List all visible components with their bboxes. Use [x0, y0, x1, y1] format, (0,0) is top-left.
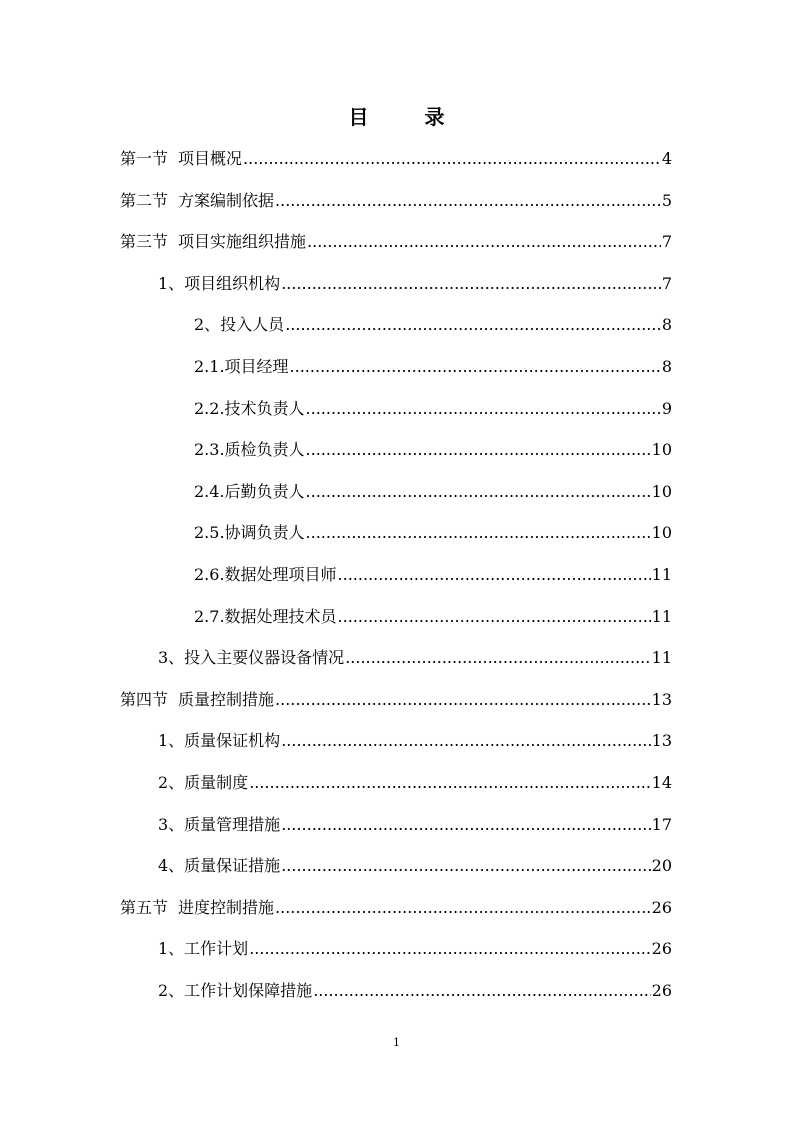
toc-entry-label: [120, 189, 274, 213]
toc-dot-leader: [306, 397, 661, 421]
toc-entry-label: [158, 937, 248, 961]
toc-entry-page-number: 4: [661, 149, 672, 168]
toc-entry[interactable]: [194, 521, 672, 545]
toc-entry-text: 2.1.项目经理: [194, 357, 289, 376]
toc-entry-label: [194, 397, 305, 421]
toc-entry-page-number: 17: [651, 815, 672, 834]
toc-entry-label: [158, 646, 344, 670]
toc-entry[interactable]: [120, 896, 672, 920]
toc-entry-page-number: 26: [651, 939, 672, 958]
toc-entry-text: 2.5.协调负责人: [194, 523, 305, 542]
toc-entry-page-number: 26: [651, 981, 672, 1000]
toc-entry-label: [158, 979, 312, 1003]
toc-dot-leader: [243, 147, 661, 171]
toc-dot-leader: [345, 646, 650, 670]
toc-entry-text: 项目实施组织措施: [178, 232, 307, 251]
toc-entry-page-number: 10: [651, 440, 672, 459]
toc-dot-leader: [313, 979, 650, 1003]
toc-entry-label: [120, 147, 242, 171]
toc-dot-leader: [249, 937, 650, 961]
toc-entry-text: 3、质量管理措施: [158, 815, 281, 834]
toc-entry-page-number: 9: [661, 399, 672, 418]
toc-entry[interactable]: [158, 854, 672, 878]
toc-entry-page-number: 13: [651, 690, 672, 709]
toc-entry-label: [120, 688, 274, 712]
toc-dot-leader: [338, 563, 651, 587]
toc-entry[interactable]: [158, 771, 672, 795]
toc-dot-leader: [281, 272, 661, 296]
toc-entry-text: 2、质量制度: [158, 773, 249, 792]
toc-entry-section-number: 第一节: [120, 149, 169, 168]
toc-entry-label: [158, 729, 280, 753]
page-number: 1: [393, 1036, 400, 1049]
toc-entry-page-number: 10: [651, 482, 672, 501]
toc-entry-page-number: 7: [661, 232, 672, 251]
toc-entry-page-number: 8: [661, 357, 672, 376]
toc-entry[interactable]: [194, 605, 672, 629]
toc-entry-page-number: 11: [651, 565, 672, 584]
toc-dot-leader: [290, 355, 661, 379]
toc-entry-label: [194, 480, 305, 504]
toc-entry-page-number: 7: [661, 274, 672, 293]
toc-entry-label: [120, 896, 274, 920]
toc-entry-page-number: 14: [651, 773, 672, 792]
toc-entry-text: 2.2.技术负责人: [194, 399, 305, 418]
toc-entry-page-number: 11: [651, 607, 672, 626]
toc-entry-text: 质量控制措施: [178, 690, 275, 709]
toc-entry-text: 2、投入人员: [194, 315, 285, 334]
toc-entry-page-number: 20: [651, 856, 672, 875]
toc-entry[interactable]: [158, 646, 672, 670]
toc-dot-leader: [275, 189, 661, 213]
toc-entry-text: 3、投入主要仪器设备情况: [158, 648, 345, 667]
toc-entry-text: 项目概况: [178, 149, 243, 168]
toc-dot-leader: [281, 729, 650, 753]
toc-dot-leader: [306, 438, 651, 462]
toc-title: 目 录: [348, 105, 463, 129]
toc-dot-leader: [249, 771, 650, 795]
toc-entry-label: [194, 355, 289, 379]
toc-entry[interactable]: [158, 813, 672, 837]
toc-dot-leader: [338, 605, 651, 629]
toc-entry-label: [158, 854, 280, 878]
toc-entry-text: 2、工作计划保障措施: [158, 981, 313, 1000]
toc-entry-label: [194, 521, 305, 545]
toc-entry-text: 2.3.质检负责人: [194, 440, 305, 459]
toc-entry-label: [158, 813, 280, 837]
toc-entry-text: 方案编制依据: [178, 191, 275, 210]
toc-entry-text: 1、工作计划: [158, 939, 249, 958]
toc-entry-text: 2.7.数据处理技术员: [194, 607, 337, 626]
toc-entry-section-number: 第二节: [120, 191, 169, 210]
toc-entry-page-number: 26: [651, 898, 672, 917]
toc-entry-label: [194, 605, 337, 629]
toc-dot-leader: [281, 813, 650, 837]
toc-entry[interactable]: [194, 438, 672, 462]
toc-entry[interactable]: [158, 272, 672, 296]
toc-entry-page-number: 8: [661, 315, 672, 334]
toc-entry-label: [194, 438, 305, 462]
toc-entry[interactable]: [120, 688, 672, 712]
toc-entry[interactable]: [194, 397, 672, 421]
toc-entry-section-number: 第五节: [120, 898, 169, 917]
toc-dot-leader: [306, 480, 651, 504]
toc-entry-text: 4、质量保证措施: [158, 856, 281, 875]
toc-entry[interactable]: [194, 480, 672, 504]
toc-entry-page-number: 11: [651, 648, 672, 667]
toc-dot-leader: [281, 854, 650, 878]
toc-dot-leader: [275, 896, 651, 920]
toc-entry-label: [158, 272, 280, 296]
toc-entry-label: [120, 230, 306, 254]
toc-entry-page-number: 13: [651, 731, 672, 750]
toc-entry-section-number: 第三节: [120, 232, 169, 251]
toc-entry-label: [158, 771, 248, 795]
toc-entry-section-number: 第四节: [120, 690, 169, 709]
toc-entry-text: 2.6.数据处理项目师: [194, 565, 337, 584]
toc-entry-label: [194, 313, 284, 337]
toc-entry[interactable]: [120, 230, 672, 254]
toc-entry-text: 1、质量保证机构: [158, 731, 281, 750]
toc-dot-leader: [306, 521, 651, 545]
toc-entry-page-number: 5: [661, 191, 672, 210]
toc-entry-label: [194, 563, 337, 587]
toc-entry[interactable]: [158, 729, 672, 753]
toc-entry-text: 1、项目组织机构: [158, 274, 281, 293]
toc-dot-leader: [275, 688, 651, 712]
toc-dot-leader: [285, 313, 661, 337]
toc-entry[interactable]: [194, 355, 672, 379]
toc-entry[interactable]: [158, 979, 672, 1003]
toc-entry-page-number: 10: [651, 523, 672, 542]
toc-entry[interactable]: [158, 937, 672, 961]
toc-entry[interactable]: [194, 313, 672, 337]
toc-entry-text: 2.4.后勤负责人: [194, 482, 305, 501]
toc-dot-leader: [307, 230, 661, 254]
toc-entry[interactable]: [120, 147, 672, 171]
toc-entry[interactable]: [194, 563, 672, 587]
toc-entry-text: 进度控制措施: [178, 898, 275, 917]
toc-entry[interactable]: [120, 189, 672, 213]
